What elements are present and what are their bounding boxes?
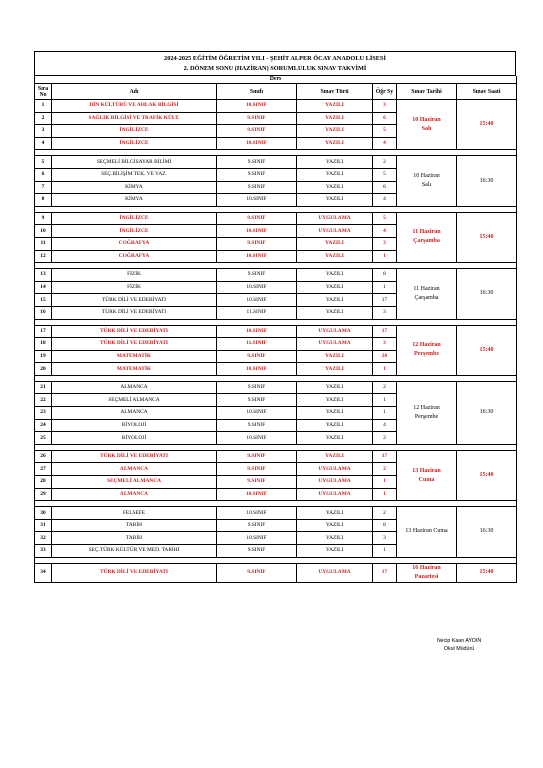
- exam-time: 16:30: [457, 156, 517, 206]
- course-name: COĞRAFYA: [52, 250, 217, 263]
- row-number: 8: [35, 194, 52, 207]
- course-name: ALMANCA: [52, 407, 217, 420]
- student-count: 1: [373, 250, 397, 263]
- course-name: TARİH: [52, 532, 217, 545]
- row-number: 18: [35, 338, 52, 351]
- student-count: 8: [373, 269, 397, 282]
- exam-type: YAZILI: [297, 156, 373, 169]
- class-level: 10.SINIF: [217, 432, 297, 445]
- student-count: 3: [373, 306, 397, 319]
- row-number: 17: [35, 325, 52, 338]
- course-name: TÜRK DİLİ VE EDEBİYATI: [52, 338, 217, 351]
- course-name: İNGİLİZCE: [52, 137, 217, 150]
- exam-type: YAZILI: [297, 168, 373, 181]
- student-count: 1: [373, 407, 397, 420]
- exam-date-line: Pazartesi: [414, 573, 439, 580]
- exam-type: YAZILI: [297, 350, 373, 363]
- exam-date: [397, 100, 457, 150]
- row-number: 29: [35, 488, 52, 501]
- exam-date: [397, 156, 457, 206]
- student-count: 4: [373, 419, 397, 432]
- col-header-ogr-sy: Öğr Sy: [373, 84, 397, 100]
- exam-type: YAZILI: [297, 407, 373, 420]
- row-number: 22: [35, 394, 52, 407]
- exam-date-line: 11 Haziran: [413, 285, 440, 292]
- student-count: 17: [373, 563, 397, 582]
- student-count: 3: [373, 532, 397, 545]
- exam-type: UYGULAMA: [297, 463, 373, 476]
- class-level: 9.SINIF: [217, 563, 297, 582]
- class-level: 11.SINIF: [217, 306, 297, 319]
- row-number: 1: [35, 100, 52, 113]
- exam-date-line: 10 Haziran: [412, 116, 441, 123]
- student-count: 8: [373, 519, 397, 532]
- course-name: TARİH: [52, 519, 217, 532]
- exam-date: [397, 381, 457, 444]
- exam-time: 16:30: [457, 507, 517, 557]
- student-count: 4: [373, 137, 397, 150]
- exam-date-line: 12 Haziran: [413, 404, 440, 411]
- student-count: 2: [373, 156, 397, 169]
- table-row: [35, 100, 517, 113]
- row-number: 15: [35, 294, 52, 307]
- exam-rows: [35, 100, 517, 583]
- row-number: 26: [35, 450, 52, 463]
- course-name: KİMYA: [52, 194, 217, 207]
- class-level: 10.SINIF: [217, 281, 297, 294]
- exam-date: [397, 269, 457, 319]
- document-header: [34, 51, 516, 76]
- table-row: [35, 563, 517, 582]
- course-name: SEÇMELİ ALMANCA: [52, 476, 217, 489]
- table-row: [35, 450, 517, 463]
- exam-date-line: Çarşamba: [414, 294, 439, 301]
- student-count: 6: [373, 181, 397, 194]
- course-name: İNGİLİZCE: [52, 212, 217, 225]
- row-number: 13: [35, 269, 52, 282]
- row-number: 12: [35, 250, 52, 263]
- exam-time: 15:40: [457, 325, 517, 375]
- course-name: BİYOLOJİ: [52, 432, 217, 445]
- course-name: SEÇ.BİLİŞİM TEK. VE YAZ.: [52, 168, 217, 181]
- course-name: SAĞLIK BİLGİSİ VE TRAFİK KÜLT.: [52, 112, 217, 125]
- exam-type: YAZILI: [297, 432, 373, 445]
- course-name: İNGİLİZCE: [52, 125, 217, 138]
- row-number: 14: [35, 281, 52, 294]
- exam-type: YAZILI: [297, 381, 373, 394]
- class-level: 10.SINIF: [217, 363, 297, 376]
- exam-date-line: 13 Haziran Cuma: [405, 528, 448, 535]
- row-number: 33: [35, 545, 52, 558]
- class-level: 9.SINIF: [217, 419, 297, 432]
- course-name: ALMANCA: [52, 463, 217, 476]
- exam-type: UYGULAMA: [297, 325, 373, 338]
- row-number: 11: [35, 237, 52, 250]
- class-level: 9.SINIF: [217, 125, 297, 138]
- signature-title: Okul Müdürü: [443, 646, 475, 652]
- table-row: [35, 325, 517, 338]
- student-count: 6: [373, 112, 397, 125]
- exam-type: YAZILI: [297, 545, 373, 558]
- class-level: 10.SINIF: [217, 225, 297, 238]
- exam-date-line: Perşembe: [414, 413, 439, 420]
- ders-header: Ders: [35, 76, 517, 84]
- exam-date: [397, 212, 457, 262]
- exam-type: YAZILI: [297, 269, 373, 282]
- exam-type: YAZILI: [297, 181, 373, 194]
- class-level: 10.SINIF: [217, 100, 297, 113]
- exam-date-line: Cuma: [418, 476, 435, 483]
- class-level: 10.SINIF: [217, 532, 297, 545]
- row-number: 21: [35, 381, 52, 394]
- course-name: TÜRK DİLİ VE EDEBİYATI: [52, 294, 217, 307]
- row-number: 3: [35, 125, 52, 138]
- course-name: FİZİK: [52, 269, 217, 282]
- row-number: 34: [35, 563, 52, 582]
- course-name: TÜRK DİLİ VE EDEBİYATI: [52, 325, 217, 338]
- exam-type: YAZILI: [297, 294, 373, 307]
- row-number: 25: [35, 432, 52, 445]
- row-number: 27: [35, 463, 52, 476]
- exam-type: YAZILI: [297, 363, 373, 376]
- class-level: 9.SINIF: [217, 269, 297, 282]
- student-count: 2: [373, 507, 397, 520]
- signature-block: [414, 637, 504, 653]
- row-number: 6: [35, 168, 52, 181]
- exam-type: UYGULAMA: [297, 563, 373, 582]
- course-name: SEÇMELİ BİLGİSAYAR BİLİMİ: [52, 156, 217, 169]
- student-count: 1: [373, 476, 397, 489]
- exam-type: YAZILI: [297, 532, 373, 545]
- exam-date: [397, 563, 457, 582]
- class-level: 10.SINIF: [217, 137, 297, 150]
- exam-type: UYGULAMA: [297, 476, 373, 489]
- row-number: 2: [35, 112, 52, 125]
- row-number: 16: [35, 306, 52, 319]
- student-count: 1: [373, 488, 397, 501]
- course-name: TÜRK DİLİ VE EDEBİYATI: [52, 563, 217, 582]
- exam-type: YAZILI: [297, 125, 373, 138]
- course-name: KİMYA: [52, 181, 217, 194]
- course-name: FİZİK: [52, 281, 217, 294]
- table-row: [35, 212, 517, 225]
- exam-schedule-table: [34, 76, 517, 583]
- row-number: 32: [35, 532, 52, 545]
- course-name: DİN KÜLTÜRÜ VE AHLAK BİLGİSİ: [52, 100, 217, 113]
- table-row: [35, 381, 517, 394]
- student-count: 3: [373, 338, 397, 351]
- exam-type: YAZILI: [297, 137, 373, 150]
- exam-type: YAZILI: [297, 250, 373, 263]
- header-title-line1: 2024-2025 EĞİTİM ÖĞRETİM YILI - ŞEHİT ALPER ÖCAY ANADOLU LİSESİ: [164, 55, 386, 62]
- exam-time: 16:30: [457, 381, 517, 444]
- exam-type: UYGULAMA: [297, 225, 373, 238]
- course-name: TÜRK DİLİ VE EDEBİYATI: [52, 306, 217, 319]
- class-level: 10.SINIF: [217, 488, 297, 501]
- class-level: 9.SINIF: [217, 112, 297, 125]
- exam-date: [397, 325, 457, 375]
- course-name: COĞRAFYA: [52, 237, 217, 250]
- exam-date: [397, 450, 457, 500]
- student-count: 2: [373, 432, 397, 445]
- course-name: BİYOLOJİ: [52, 419, 217, 432]
- table-row: [35, 156, 517, 169]
- student-count: 4: [373, 225, 397, 238]
- class-level: 9.SINIF: [217, 463, 297, 476]
- class-level: 9.SINIF: [217, 181, 297, 194]
- class-level: 9.SINIF: [217, 237, 297, 250]
- course-name: SEÇ.TÜRK KÜLTÜR VE MED. TARİHİ: [52, 545, 217, 558]
- student-count: 5: [373, 168, 397, 181]
- table-row: [35, 507, 517, 520]
- exam-date-line: 10 Haziran: [413, 173, 440, 180]
- course-name: İNGİLİZCE: [52, 225, 217, 238]
- exam-time: 16:30: [457, 269, 517, 319]
- student-count: 5: [373, 125, 397, 138]
- course-name: SEÇMELİ ALMANCA: [52, 394, 217, 407]
- exam-type: YAZILI: [297, 394, 373, 407]
- col-header-sinav-tarihi: Sınav Tarihi: [397, 84, 457, 100]
- header-title-line2: 2. DÖNEM SONU (HAZİRAN) SORUMLULUK SINAV TAKVİMİ: [183, 65, 367, 72]
- class-level: 9.SINIF: [217, 450, 297, 463]
- class-level: 10.SINIF: [217, 507, 297, 520]
- col-header-adi: Adı: [52, 84, 217, 100]
- student-count: 2: [373, 381, 397, 394]
- row-number: 31: [35, 519, 52, 532]
- exam-time: 15:40: [457, 450, 517, 500]
- signature-name: Necip Kaan AYDIN: [436, 638, 482, 644]
- course-name: MATEMATİK: [52, 350, 217, 363]
- row-number: 19: [35, 350, 52, 363]
- course-name: TÜRK DİLİ VE EDEBİYATI: [52, 450, 217, 463]
- class-level: 9.SINIF: [217, 519, 297, 532]
- row-number: 20: [35, 363, 52, 376]
- exam-date-line: Çarşamba: [413, 238, 440, 245]
- student-count: 2: [373, 463, 397, 476]
- exam-type: YAZILI: [297, 194, 373, 207]
- row-number: 24: [35, 419, 52, 432]
- student-count: 3: [373, 100, 397, 113]
- exam-date-line: Perşembe: [414, 351, 439, 358]
- student-count: 3: [373, 237, 397, 250]
- class-level: 10.SINIF: [217, 194, 297, 207]
- exam-type: UYGULAMA: [297, 338, 373, 351]
- class-level: 9.SINIF: [217, 476, 297, 489]
- row-number: 30: [35, 507, 52, 520]
- row-number: 23: [35, 407, 52, 420]
- course-name: ALMANCA: [52, 488, 217, 501]
- row-number: 5: [35, 156, 52, 169]
- row-number: 10: [35, 225, 52, 238]
- col-header-sira-no: Sıra No: [35, 84, 52, 100]
- class-level: 10.SINIF: [217, 407, 297, 420]
- student-count: 1: [373, 545, 397, 558]
- exam-date-line: Salı: [421, 182, 432, 189]
- exam-date-line: 13 Haziran: [412, 467, 441, 474]
- exam-type: YAZILI: [297, 100, 373, 113]
- exam-type: YAZILI: [297, 519, 373, 532]
- class-level: 9.SINIF: [217, 168, 297, 181]
- exam-type: YAZILI: [297, 281, 373, 294]
- exam-type: YAZILI: [297, 112, 373, 125]
- class-level: 10.SINIF: [217, 294, 297, 307]
- student-count: 5: [373, 212, 397, 225]
- course-name: FELSEFE: [52, 507, 217, 520]
- exam-time: 15:40: [457, 563, 517, 582]
- student-count: 17: [373, 294, 397, 307]
- exam-date-line: 16 Haziran: [412, 564, 441, 571]
- table-row: [35, 269, 517, 282]
- exam-time: 15:40: [457, 100, 517, 150]
- class-level: 9.SINIF: [217, 545, 297, 558]
- row-number: 9: [35, 212, 52, 225]
- row-number: 4: [35, 137, 52, 150]
- class-level: 9.SINIF: [217, 381, 297, 394]
- exam-type: YAZILI: [297, 419, 373, 432]
- exam-date-line: 12 Haziran: [412, 342, 441, 349]
- student-count: 1: [373, 394, 397, 407]
- student-count: 17: [373, 325, 397, 338]
- course-name: ALMANCA: [52, 381, 217, 394]
- exam-schedule-sheet: [34, 51, 516, 583]
- student-count: 4: [373, 194, 397, 207]
- exam-type: YAZILI: [297, 237, 373, 250]
- course-name: MATEMATİK: [52, 363, 217, 376]
- exam-time: 15:40: [457, 212, 517, 262]
- col-header-sinav-saati: Sınav Saati: [457, 84, 517, 100]
- exam-date-line: 11 Haziran: [412, 229, 441, 236]
- student-count: 17: [373, 450, 397, 463]
- exam-type: YAZILI: [297, 306, 373, 319]
- row-number: 28: [35, 476, 52, 489]
- col-header-sinav-turu: Sınav Türü: [297, 84, 373, 100]
- class-level: 10.SINIF: [217, 325, 297, 338]
- exam-type: YAZILI: [297, 507, 373, 520]
- exam-date: [397, 507, 457, 557]
- exam-date-line: Salı: [421, 125, 432, 132]
- exam-type: UYGULAMA: [297, 488, 373, 501]
- class-level: 9.SINIF: [217, 394, 297, 407]
- exam-type: YAZILI: [297, 450, 373, 463]
- class-level: 9.SINIF: [217, 156, 297, 169]
- row-number: 7: [35, 181, 52, 194]
- student-count: 1: [373, 281, 397, 294]
- exam-type: UYGULAMA: [297, 212, 373, 225]
- class-level: 11.SINIF: [217, 338, 297, 351]
- col-header-sinifi: Sınıfı: [217, 84, 297, 100]
- class-level: 9.SINIF: [217, 212, 297, 225]
- class-level: 9.SINIF: [217, 350, 297, 363]
- student-count: 1: [373, 363, 397, 376]
- student-count: 20: [373, 350, 397, 363]
- class-level: 10.SINIF: [217, 250, 297, 263]
